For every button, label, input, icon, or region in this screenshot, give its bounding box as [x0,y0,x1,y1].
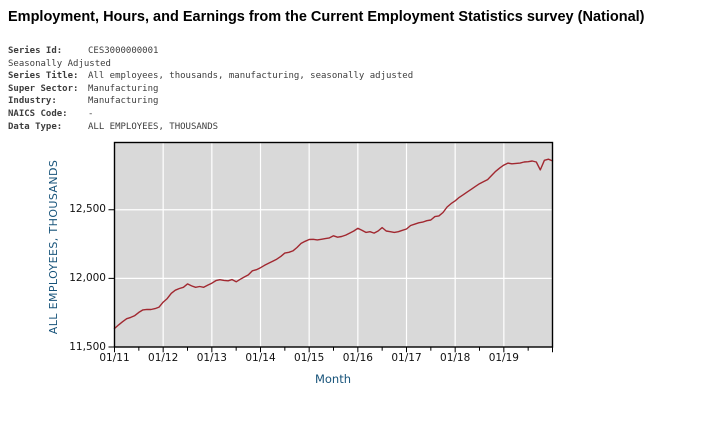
x-axis-title: Month [314,372,352,386]
series-info-row [8,58,413,71]
series-info-row [8,95,413,108]
series-info-value: Seasonally Adjusted [8,58,111,69]
series-info-row [8,108,413,121]
series-info-row [8,121,413,134]
y-tick-label: 12,500 [69,203,106,216]
y-tick-label: 12,000 [69,271,106,284]
series-info-label: Series Id: [8,46,63,56]
x-tick-label: 01/11 [99,352,130,364]
x-tick-label: 01/18 [440,352,471,364]
series-info-value: ALL EMPLOYEES, THOUSANDS [88,121,219,132]
x-tick-label: 01/14 [245,352,276,364]
series-info-value: - [88,108,94,119]
series-info-row [8,45,413,58]
y-tick-label: 11,500 [69,340,106,353]
x-tick-label: 01/17 [391,352,422,364]
page-title: Employment, Hours, and Earnings from the Current Employment Statistics survey (National) [8,9,645,25]
series-info-label: NAICS Code: [8,108,68,119]
x-tick-label: 01/19 [488,352,519,364]
series-info-label: Data Type: [8,121,63,132]
x-tick-label: 01/13 [196,352,227,364]
series-info-label: Industry: [8,96,57,107]
series-info-value: Manufacturing [88,96,159,107]
x-tick-label: 01/12 [148,352,179,364]
series-info-block [8,45,413,133]
employment-line-chart [69,142,553,386]
plot-background [115,143,553,348]
x-tick-label: 01/15 [294,352,325,364]
series-info-row [8,83,413,96]
plot-svg [114,142,553,348]
series-info-value: All employees, thousands, manufacturing, seasonally adjusted [88,71,414,82]
series-info-value: CES3000000001 [88,46,159,56]
x-tick-label: 01/16 [342,352,373,364]
series-info-label: Super Sector: [8,83,79,94]
series-info-row [8,70,413,83]
y-axis-title: ALL EMPLOYEES, THOUSANDS [47,159,60,335]
series-info-label: Series Title: [8,71,79,82]
series-info-value: Manufacturing [88,83,159,94]
